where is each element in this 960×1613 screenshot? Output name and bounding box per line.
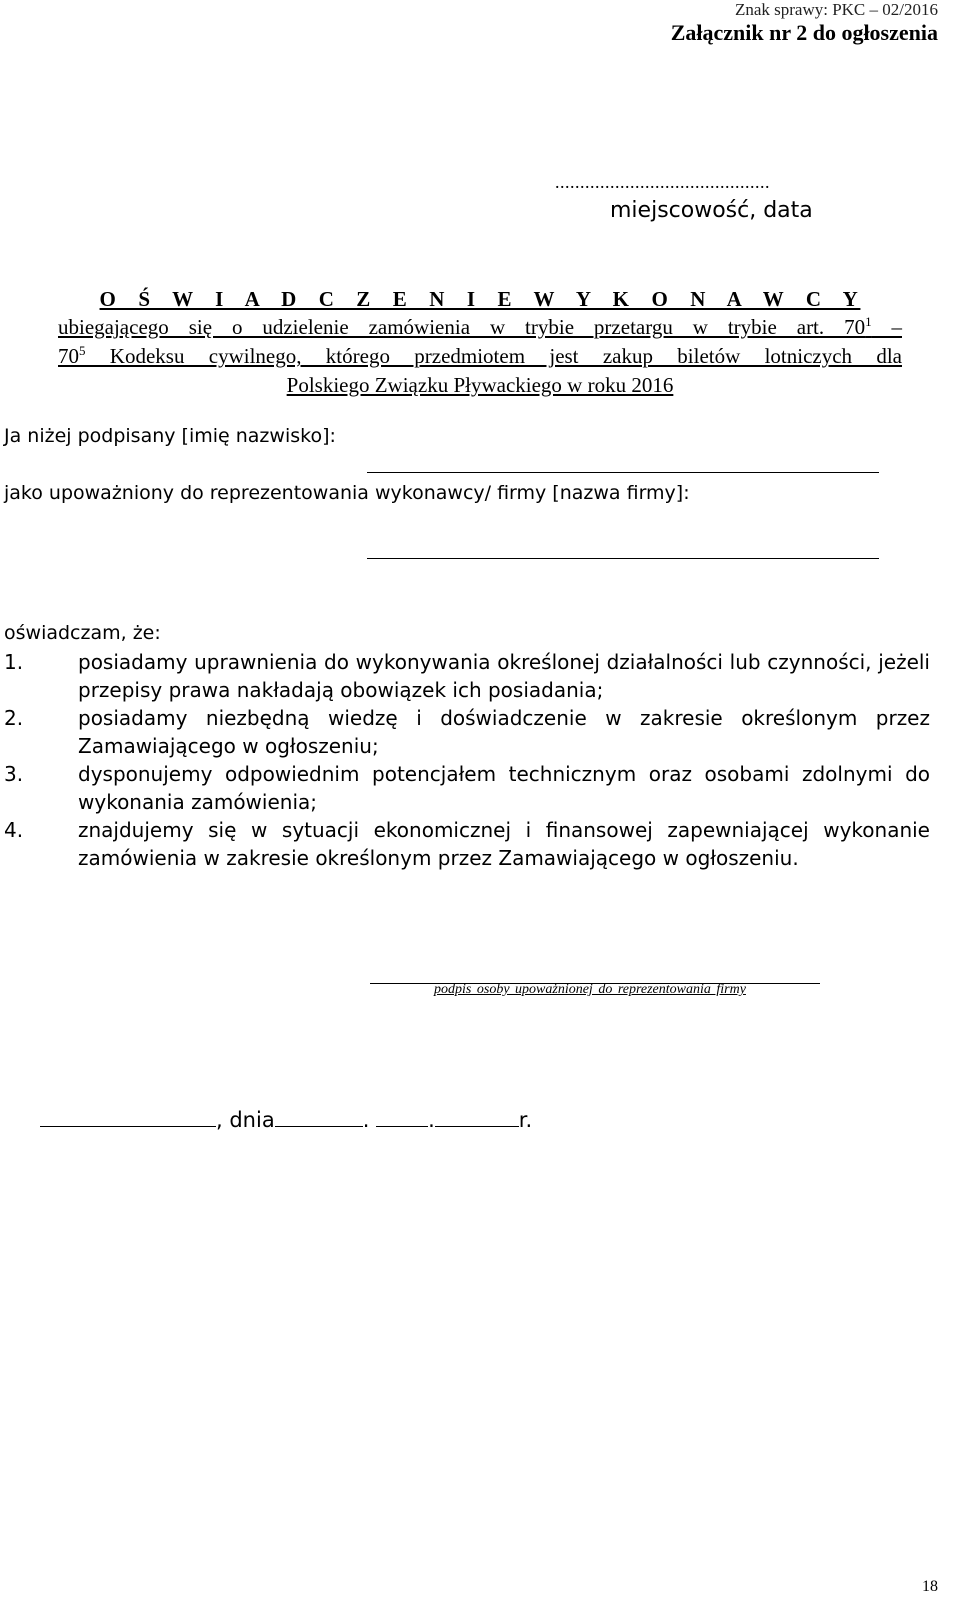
day-blank[interactable]	[275, 1108, 363, 1127]
subtitle-line-1-text: ubiegającego się o udzielenie zamówienia w trybie przetargu w trybie art. 70	[58, 315, 866, 339]
signature-caption: podpis osoby upoważnionej do reprezentowania firmy	[434, 982, 746, 997]
list-item	[4, 816, 930, 872]
subtitle-line-2-start: 70	[58, 344, 79, 368]
list-item-number: 2.	[4, 706, 24, 730]
declare-label: oświadczam, że:	[4, 622, 161, 644]
list-item-number: 1.	[4, 650, 24, 674]
subtitle-line-1	[58, 313, 902, 342]
signed-name-label: Ja niżej podpisany [imię nazwisko]:	[4, 425, 336, 447]
declaration-list	[4, 648, 930, 872]
date-separator: .	[428, 1108, 435, 1132]
list-item	[4, 704, 930, 760]
declaration-title: O Ś W I A D C Z E N I E W Y K O N A W C Y	[99, 287, 861, 311]
annex-title: Załącznik nr 2 do ogłoszenia	[670, 20, 938, 45]
year-suffix: r.	[518, 1108, 533, 1132]
year-blank[interactable]	[435, 1108, 519, 1127]
dnia-label: , dnia	[216, 1108, 275, 1132]
list-item-text: znajdujemy się w sytuacji ekonomicznej i finansowej zapewniającej wykonanie zamówienia w zakresie określonym przez Zamawiającego w ogłoszeniu.	[78, 818, 930, 870]
list-item-text: posiadamy niezbędną wiedzę i doświadczenie w zakresie określonym przez Zamawiającego w ogłoszeniu;	[78, 706, 930, 758]
case-number: Znak sprawy: PKC – 02/2016	[734, 0, 938, 19]
declaration-subtitle	[58, 313, 902, 400]
subtitle-line-1-dash: –	[871, 315, 902, 339]
list-item-number: 4.	[4, 818, 24, 842]
company-name-field[interactable]	[367, 558, 879, 559]
page-number: 18	[922, 1578, 938, 1595]
company-name-label: jako upoważniony do reprezentowania wykonawcy/ firmy [nazwa firmy]:	[4, 482, 690, 504]
date-line	[40, 1108, 532, 1132]
list-item-text: dysponujemy odpowiednim potencjałem technicznym oraz osobami zdolnymi do wykonania zamówienia;	[78, 762, 930, 814]
list-item-text: posiadamy uprawnienia do wykonywania określonej działalności lub czynności, jeżeli przepisy prawa nakładają obowiązek ich posiadania;	[78, 650, 930, 702]
subtitle-line-2-text: Kodeksu cywilnego, którego przedmiotem jest zakup biletów lotniczych dla	[85, 344, 902, 368]
month-blank[interactable]	[376, 1108, 428, 1127]
place-blank[interactable]	[40, 1108, 216, 1127]
list-item	[4, 760, 930, 816]
subtitle-line-3: Polskiego Związku Pływackiego w roku 2016	[286, 373, 674, 397]
date-separator: .	[362, 1108, 370, 1132]
subtitle-line-2	[58, 342, 902, 371]
superscript: 5	[79, 343, 86, 358]
place-date-field[interactable]: ...........................................	[555, 172, 770, 192]
place-date-label: miejscowość, data	[610, 198, 813, 223]
list-item-number: 3.	[4, 762, 24, 786]
superscript: 1	[865, 314, 872, 329]
list-item	[4, 648, 930, 704]
signed-name-field[interactable]	[367, 472, 879, 473]
